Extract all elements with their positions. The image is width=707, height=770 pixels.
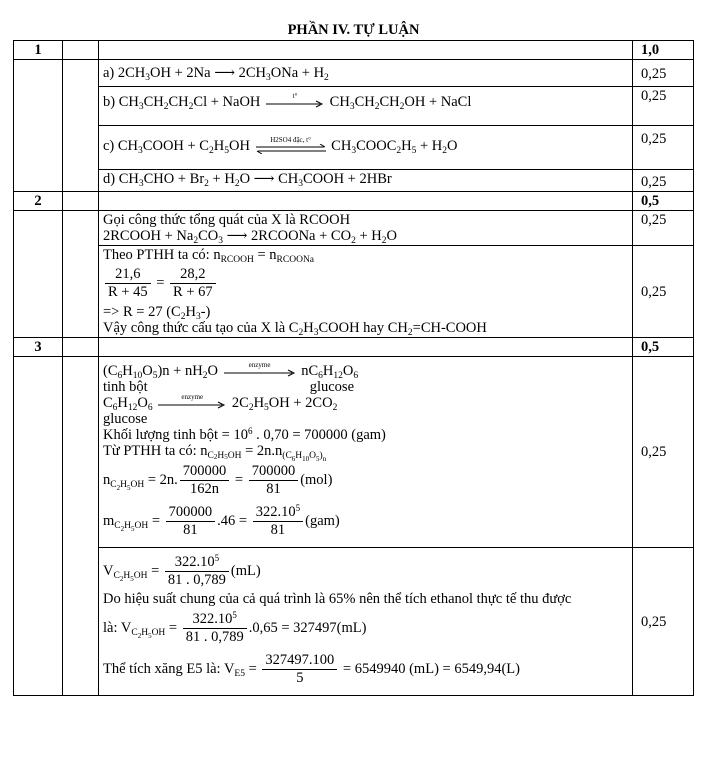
q1-d-points: 0,25 <box>633 170 694 192</box>
q2-total-points: 0,5 <box>633 192 694 211</box>
q1-d-equation: d) $CH_3CHO + Br_2 + H_2O$ ⟶ $CH_3COOH + 2HBr$ <box>99 170 633 192</box>
reaction-arrow-icon: enzyme <box>222 365 298 379</box>
q3-number: 3 <box>14 338 63 357</box>
equilibrium-arrow-icon: H2SO4 đặc, t° <box>254 140 328 154</box>
q1-b-equation: b) $CH_3CH_2CH_2Cl$ + NaOH t° $CH_3CH_2CH_2OH$ + NaCl <box>99 87 633 126</box>
q1-a-row <box>14 60 694 87</box>
q2-p1-row <box>14 211 694 246</box>
q2-p2-content: Theo PTHH ta có: $n_{RCOOH} = n_{RCOONa}$ $\frac{21,6}{R + 45}$ = $\frac{28,2}{R + 67}$ => R = 27 $(C_2H_3-)$ Vậy công thức cấu tạo của X là $C_2H_3COOH$ hay $CH_2=CH$-COOH <box>99 246 633 338</box>
q3-header-row <box>14 338 694 357</box>
q1-header-row <box>14 41 694 60</box>
q2-p1-content: Gọi công thức tổng quát của X là RCOOH 2RCOOH + $Na_2CO_3$ ⟶ 2RCOONa + $CO_2 + H_2O$ <box>99 211 633 246</box>
reaction-arrow-icon: t° <box>264 96 326 110</box>
q1-number: 1 <box>14 41 63 60</box>
q2-p2-points: 0,25 <box>633 246 694 338</box>
q2-number: 2 <box>14 192 63 211</box>
q1-c-row <box>14 126 694 170</box>
q1-b-row <box>14 87 694 126</box>
q1-c-points: 0,25 <box>633 126 694 170</box>
q3-p1-content: $(C_6H_{10}O_5)n + nH_2O$ enzyme $nC_6H_{12}O_6$ tinh bột glucose $C_6H_{12}O_6$ enzyme $2C_2H_5OH + 2CO_2$ glucose Khối lượng tinh bột = $10^6$ . 0,70 = 700000 (gam) Từ PTHH ta có: $n_{C_2H_5OH} = 2n.n_{(C_6H_{10}O_5)_n}$ $n_{C_2H_5OH} = 2n$. $\frac{700000}{162n}$ = $\frac{700000}{81}$ (mol) $m_{C_2H_5OH}$ = $\frac{700000}{81}$ .46 = $\frac{322.10^5}{81}$ (gam) <box>99 357 633 548</box>
q3-p2-content: $V_{C_2H_5OH}$ = $\frac{322.10^5}{81 . 0,789}$ (mL) Do hiệu suất chung của cả quá trình là 65% nên thể tích ethanol thực tế thu được là: $V_{C_2H_5OH}$ = $\frac{322.10^5}{81 . 0,789}$ .0,65 = 327497(mL) Thể tích xăng E5 là: $V_{E5}$ = $\frac{327497.100}{5}$ = 6549940 (mL) = 6549,94(L) <box>99 548 633 696</box>
q2-p1-points: 0,25 <box>633 211 694 246</box>
q3-p2-row <box>14 548 694 696</box>
q1-b-points: 0,25 <box>633 87 694 126</box>
q3-p1-row <box>14 357 694 548</box>
q2-p2-row <box>14 246 694 338</box>
q1-total-points: 1,0 <box>633 41 694 60</box>
reaction-arrow-icon: enzyme <box>156 397 228 411</box>
q1-c-equation: c) $CH_3COOH + C_2H_5OH$ H2SO4 đặc, t° $CH_3COOC_2H_5 + H_2O$ <box>99 126 633 170</box>
q1-a-equation: a) $2CH_3OH + 2Na$ ⟶ $2CH_3ONa + H_2$ <box>99 60 633 87</box>
q3-total-points: 0,5 <box>633 338 694 357</box>
section-title: PHẦN IV. TỰ LUẬN <box>287 22 420 38</box>
q3-p1-points: 0,25 <box>633 357 694 548</box>
q2-header-row <box>14 192 694 211</box>
q1-d-row <box>14 170 694 192</box>
q3-p2-points: 0,25 <box>633 548 694 696</box>
answer-table <box>13 40 694 696</box>
q1-a-points: 0,25 <box>633 60 694 87</box>
